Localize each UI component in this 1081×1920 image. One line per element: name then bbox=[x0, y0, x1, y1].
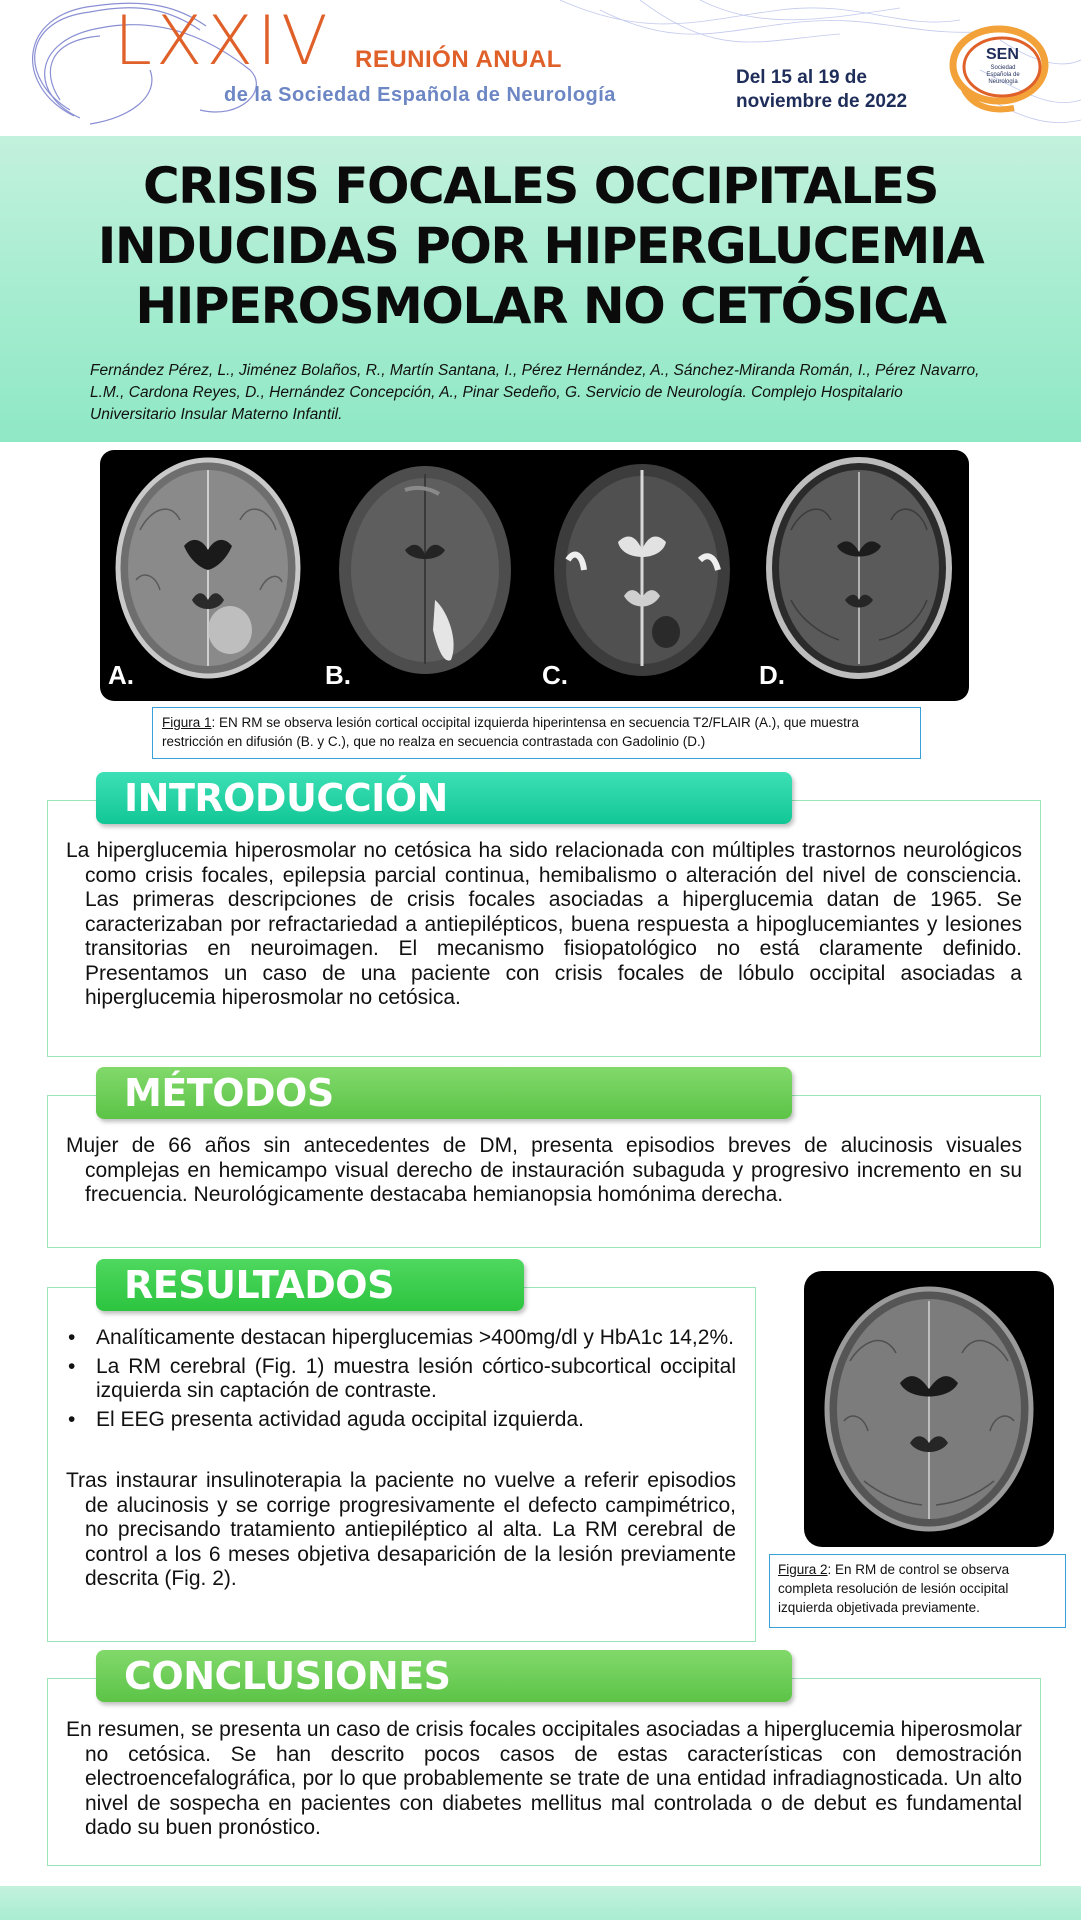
figure-1-caption-text: : EN RM se observa lesión cortical occipital izquierda hiperintensa en secuencia T2/FLAIR (A.), que muestra restricción en difusión (B. y C.), que no realza en secuencia contrastada con Gadolinio (D.) bbox=[162, 715, 859, 749]
sen-logo-text: SEN bbox=[986, 46, 1019, 63]
metodos-text: Mujer de 66 años sin antecedentes de DM, presenta episodios breves de alucinosis visuales complejas en hemicampo visual derecho de instauración subaguda y progresivo incremento en su frecuencia. Neurológicamente destacaba hemianopsia homónima derecha. bbox=[66, 1134, 1022, 1206]
society-name: de la Sociedad Española de Neurología bbox=[224, 84, 616, 106]
resultados-heading: RESULTADOS bbox=[96, 1259, 524, 1311]
authors: Fernández Pérez, L., Jiménez Bolaños, R., Martín Santana, I., Pérez Hernández, A., Sánchez-Miranda Román, I., Pérez Navarro, L.M., Cardona Reyes, D., Hernández Concepción, A., Pinar Sedeño, G. Servicio de Neurología. Complejo Hospitalario Universitario Insular Materno Infantil. bbox=[90, 362, 980, 423]
title-line-3: HIPEROSMOLAR NO CETÓSICA bbox=[135, 277, 946, 335]
dates-line-2: noviembre de 2022 bbox=[736, 91, 908, 112]
resultados-bullet-1: • Analíticamente destacan hiperglucemias >400mg/dl y HbA1c 14,2%. bbox=[66, 1326, 736, 1351]
figure-1-ref: Figura 1 bbox=[162, 715, 212, 730]
figure-2-caption-text: : En RM de control se observa completa resolución de lesión occipital izquierda objetivada previamente. bbox=[778, 1562, 1010, 1615]
meeting-title: REUNIÓN ANUAL bbox=[355, 46, 562, 73]
dates-line-1: Del 15 al 19 de bbox=[736, 67, 867, 88]
mri-panel-d bbox=[751, 450, 968, 701]
title-band bbox=[0, 136, 1081, 442]
sen-logo-subtitle: Sociedad Española de Neurología bbox=[986, 65, 1020, 85]
mri-figure-1 bbox=[100, 450, 969, 701]
resultados-text: Tras instaurar insulinoterapia la paciente no vuelve a referir episodios de alucinosis y se corrige progresivamente el defecto campimétrico, no precisando tratamiento antiepiléptico al alta. La RM cerebral de control a los 6 meses objetiva desaparición de la lesión previamente descrita (Fig. 2). bbox=[66, 1469, 736, 1590]
conclusiones-text: En resumen, se presenta un caso de crisis focales occipitales asociadas a hiperglucemia hiperosmolar no cetósica. Se han descrito pocos casos de estas características con demostración electroencefalográfica, por lo que probablemente se trate de una entidad infradiagnosticada. Un alto nivel de sospecha en pacientes con diabetes mellitus mal controlada o de debut es fundamental dado su buen pronóstico. bbox=[66, 1718, 1022, 1839]
resultados-bullet-3: • El EEG presenta actividad aguda occipital izquierda. bbox=[66, 1408, 736, 1433]
figure-1-caption bbox=[152, 707, 921, 759]
resultados-bullets bbox=[66, 1326, 736, 1436]
title-line-2: INDUCIDAS POR HIPERGLUCEMIA bbox=[97, 217, 984, 275]
resultados-bullet-2: • La RM cerebral (Fig. 1) muestra lesión córtico-subcortical occipital izquierda sin captación de contraste. bbox=[66, 1355, 736, 1404]
figure-2-ref: Figura 2 bbox=[778, 1562, 828, 1577]
meeting-dates bbox=[736, 66, 936, 114]
panel-label-c: C. bbox=[542, 660, 568, 690]
poster-header bbox=[0, 0, 1081, 136]
conclusiones-heading: CONCLUSIONES bbox=[96, 1650, 792, 1702]
panel-label-a: A. bbox=[108, 660, 134, 690]
poster-title bbox=[20, 156, 1061, 336]
brain-control-flair-image bbox=[804, 1271, 1054, 1547]
mri-figure-2 bbox=[804, 1271, 1054, 1547]
mri-panel-b bbox=[317, 450, 534, 701]
figure-2-caption bbox=[769, 1554, 1066, 1628]
introduccion-heading: INTRODUCCIÓN bbox=[96, 772, 792, 824]
footer-band bbox=[0, 1886, 1081, 1920]
introduccion-text: La hiperglucemia hiperosmolar no cetósica ha sido relacionada con múltiples trastornos neurológicos como crisis focales, epilepsia parcial continua, hemibalismo o alteración del nivel de consciencia. Las primeras descripciones de crisis focales asociadas a hiperglucemia datan de 1965. Se caracterizaban por refractariedad a antiepilépticos, buena respuesta a hipoglucemiantes y lesiones transitorias en neuroimagen. El mecanismo fisiopatológico no está claramente definido. Presentamos un caso de una paciente con crisis focales de lóbulo occipital asociadas a hiperglucemia hiperosmolar no cetósica. bbox=[66, 839, 1022, 1009]
mri-panel-a bbox=[100, 450, 317, 701]
panel-label-d: D. bbox=[759, 660, 785, 690]
title-line-1: CRISIS FOCALES OCCIPITALES bbox=[142, 157, 938, 215]
edition-number: LXXIV bbox=[114, 2, 332, 81]
panel-label-b: B. bbox=[325, 660, 351, 690]
metodos-heading: MÉTODOS bbox=[96, 1067, 792, 1119]
mri-panel-c bbox=[534, 450, 751, 701]
